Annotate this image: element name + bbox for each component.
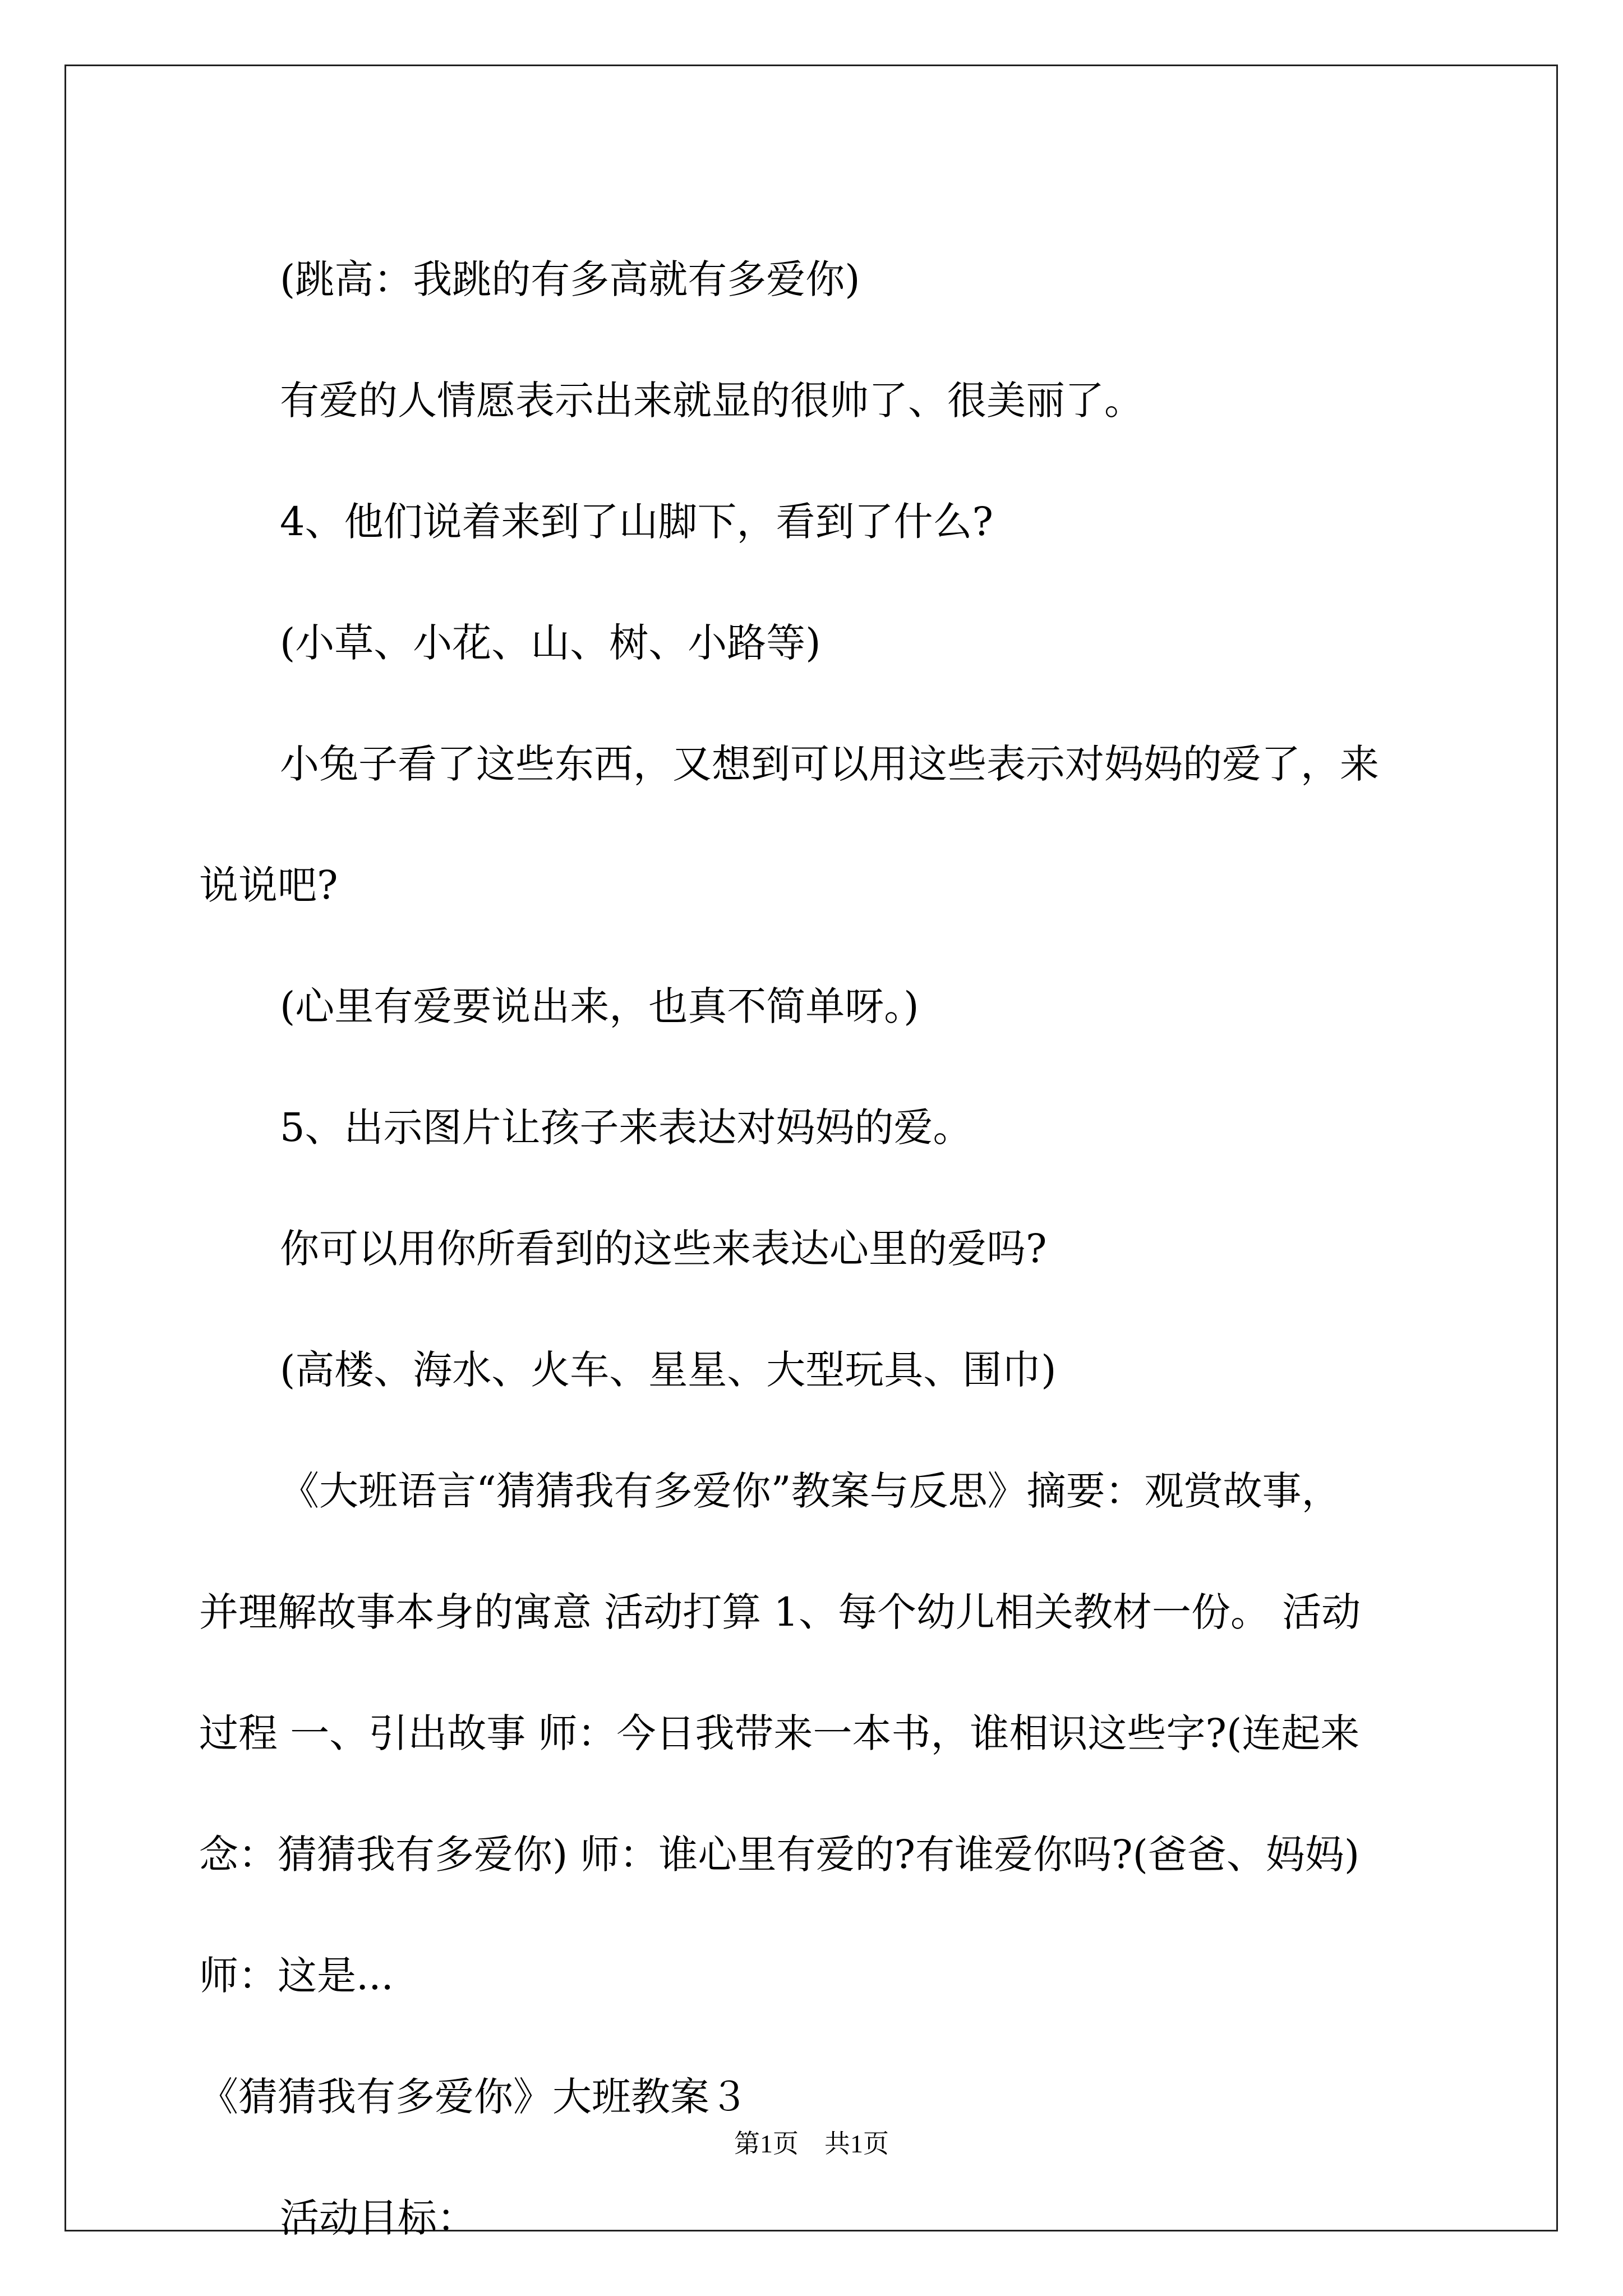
paragraph-line: 念：猜猜我有多爱你) 师：谁心里有爱的?有谁爱你吗?(爸爸、妈妈) (199, 1832, 1360, 1878)
document-body (199, 219, 1433, 2279)
paragraph: 有爱的人情愿表示出来就显的很帅了、很美丽了。 (280, 378, 1144, 424)
paragraph-line: 师：这是... (199, 1953, 394, 1999)
paragraph: 4、他们说着来到了山脚下，看到了什么? (280, 499, 994, 545)
paragraph: 活动目标： (280, 2195, 476, 2241)
summary-paragraph (199, 1430, 1433, 2036)
paragraph: (高楼、海水、火车、星星、大型玩具、围巾) (280, 1347, 1057, 1393)
paragraph-line: 并理解故事本身的寓意 活动打算 1、每个幼儿相关教材一份。 活动 (199, 1589, 1361, 1635)
section-heading: 《猜猜我有多爱你》大班教案３ (199, 2074, 749, 2120)
page-footer: 第1页 共1页 (734, 2129, 889, 2158)
paragraph (199, 703, 1433, 946)
paragraph: 5、出示图片让孩子来表达对妈妈的爱。 (280, 1105, 972, 1151)
paragraph-line: 过程 一、引出故事 师：今日我带来一本书，谁相识这些字?(连起来 (199, 1710, 1360, 1756)
paragraph: (心里有爱要说出来，也真不简单呀。) (280, 983, 919, 1029)
paragraph: 你可以用你所看到的这些来表达心里的爱吗? (280, 1226, 1047, 1272)
paragraph-line: 说说吧? (199, 862, 338, 908)
paragraph-line: 《大班语言“猜猜我有多爱你”教案与反思》摘要：观赏故事， (280, 1468, 1341, 1514)
paragraph-line: 小兔子看了这些东西，又想到可以用这些表示对妈妈的爱了，来 (280, 741, 1379, 787)
paragraph: (跳高：我跳的有多高就有多爱你) (280, 256, 860, 302)
paragraph: (小草、小花、山、树、小路等) (280, 620, 821, 666)
